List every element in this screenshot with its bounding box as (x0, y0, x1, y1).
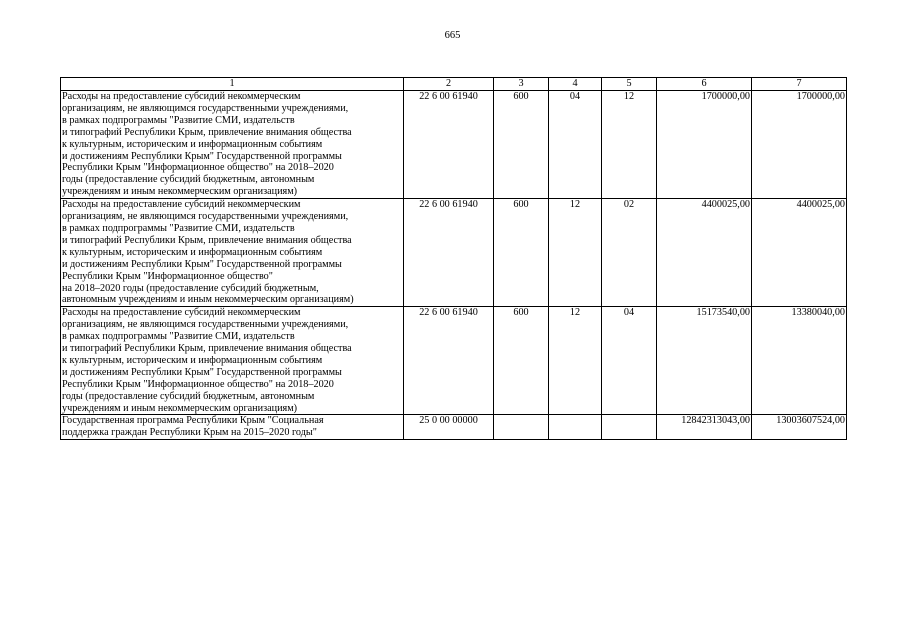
table-row (61, 307, 847, 415)
header-col-2: 2 (404, 78, 494, 91)
row-target-article-code: 22 6 00 61940 (404, 307, 494, 415)
table-row (61, 199, 847, 307)
row-description: Расходы на предоставление субсидий некоммерческим организациям, не являющимся государственными учреждениями, в рамках подпрограммы "Развитие СМИ, издательств и типографий Республики Крым, привлечение внимания общества к культурным, историческим и информационным событиям и достижениям Республики Крым" Государственной программы Республики Крым "Информационное общество" на 2018–2020 годы (предоставление субсидий бюджетным, автономным учреждениям и иным некоммерческим организациям) (61, 199, 404, 307)
row-expense-type-code: 600 (494, 307, 549, 415)
row-amount-col6: 1700000,00 (657, 91, 752, 199)
row-section-code (549, 415, 602, 440)
row-subsection-code: 12 (602, 91, 657, 199)
row-amount-col7: 4400025,00 (752, 199, 847, 307)
header-col-7: 7 (752, 78, 847, 91)
row-subsection-code (602, 415, 657, 440)
row-subsection-code: 02 (602, 199, 657, 307)
row-expense-type-code: 600 (494, 199, 549, 307)
row-amount-col7: 13003607524,00 (752, 415, 847, 440)
row-amount-col6: 15173540,00 (657, 307, 752, 415)
row-section-code: 12 (549, 307, 602, 415)
row-target-article-code: 22 6 00 61940 (404, 199, 494, 307)
header-col-1: 1 (61, 78, 404, 91)
table-row (61, 91, 847, 199)
row-amount-col7: 13380040,00 (752, 307, 847, 415)
header-row (61, 78, 847, 91)
header-col-3: 3 (494, 78, 549, 91)
table-row (61, 415, 847, 440)
row-target-article-code: 25 0 00 00000 (404, 415, 494, 440)
row-subsection-code: 04 (602, 307, 657, 415)
header-col-4: 4 (549, 78, 602, 91)
row-description: Государственная программа Республики Крым "Социальная поддержка граждан Республики Крым на 2015–2020 годы" (61, 415, 404, 440)
header-col-6: 6 (657, 78, 752, 91)
budget-table (60, 77, 847, 440)
row-amount-col6: 4400025,00 (657, 199, 752, 307)
row-section-code: 12 (549, 199, 602, 307)
row-target-article-code: 22 6 00 61940 (404, 91, 494, 199)
header-col-5: 5 (602, 78, 657, 91)
row-expense-type-code (494, 415, 549, 440)
row-section-code: 04 (549, 91, 602, 199)
row-amount-col7: 1700000,00 (752, 91, 847, 199)
row-description: Расходы на предоставление субсидий некоммерческим организациям, не являющимся государственными учреждениями, в рамках подпрограммы "Развитие СМИ, издательств и типографий Республики Крым, привлечение внимания общества к культурным, историческим и информационным событиям и достижениям Республики Крым" Государственной программы Республики Крым "Информационное общество" на 2018–2020 годы (предоставление субсидий бюджетным, автономным учреждениям и иным некоммерческим организациям) (61, 91, 404, 199)
row-description: Расходы на предоставление субсидий некоммерческим организациям, не являющимся государственными учреждениями, в рамках подпрограммы "Развитие СМИ, издательств и типографий Республики Крым, привлечение внимания общества к культурным, историческим и информационным событиям и достижениям Республики Крым" Государственной программы Республики Крым "Информационное общество" на 2018–2020 годы (предоставление субсидий бюджетным, автономным учреждениям и иным некоммерческим организациям) (61, 307, 404, 415)
row-expense-type-code: 600 (494, 91, 549, 199)
page-number: 665 (444, 30, 461, 41)
row-amount-col6: 12842313043,00 (657, 415, 752, 440)
